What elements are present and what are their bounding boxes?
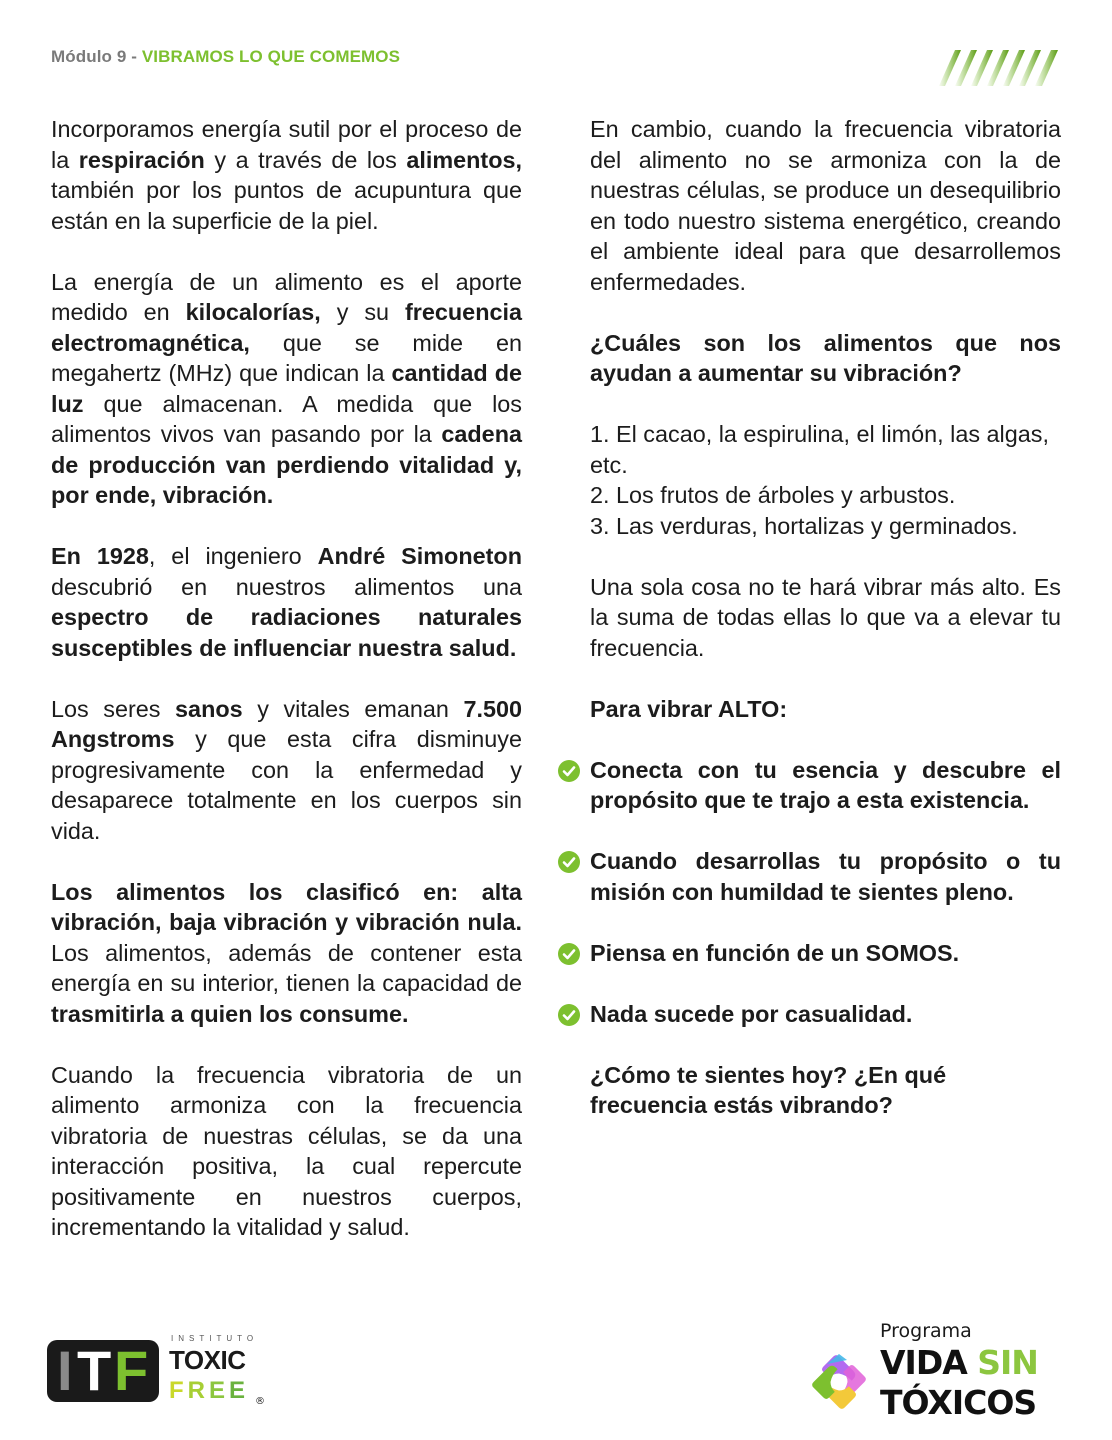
free-letter: E (229, 1377, 250, 1404)
food-list-item: 1. El cacao, la espirulina, el limón, las algas, etc. (590, 421, 1049, 478)
free-label (169, 1378, 249, 1404)
bold-text: cantidad de luz (51, 360, 522, 417)
module-title: VIBRAMOS LO QUE COMEMOS (141, 47, 401, 66)
bold-text: alimentos, (406, 146, 522, 173)
toxicos-label: TÓXICOS (880, 1383, 1037, 1422)
free-letter: E (209, 1377, 230, 1404)
closing-question-text: ¿Cómo te sientes hoy? ¿En qué frecuencia estás vibrando? (590, 1061, 947, 1118)
module-header (51, 46, 400, 68)
left-column (51, 114, 522, 1273)
programa-label: Programa (880, 1320, 972, 1342)
bold-text: respiración (78, 146, 205, 173)
check-circle-icon (558, 1004, 580, 1026)
instituto-label: INSTITUTO (171, 1334, 259, 1343)
vida-sin-toxicos-emblem-icon (807, 1350, 871, 1414)
right-column (590, 114, 1061, 1151)
text: también por los puntos de acupuntura que están en la superficie de la piel. (51, 177, 522, 234)
check-circle-icon (558, 760, 580, 782)
check-list-item (590, 938, 1061, 969)
free-letter: R (187, 1377, 210, 1404)
sin-word: SIN (977, 1343, 1038, 1382)
bold-text: espectro de radiaciones naturales susceptibles de influenciar nuestra salud. (51, 604, 522, 661)
text: que se mide en megahertz (MHz) que indican la (51, 329, 522, 386)
check-item-text: Nada sucede por casualidad. (590, 1000, 913, 1027)
text: Los alimentos, además de contener esta energía en su interior, tienen la capacidad de (51, 939, 522, 996)
heading-text: Para vibrar ALTO: (590, 695, 788, 722)
bold-text: En 1928 (51, 543, 149, 569)
itf-letter-f: F (114, 1340, 149, 1402)
check-item-text: Conecta con tu esencia y descubre el propósito que te trajo a esta existencia. (590, 756, 1061, 813)
foods-question (590, 328, 1061, 389)
check-circle-icon (558, 851, 580, 873)
text: Los seres (51, 695, 176, 722)
registered-mark: ® (255, 1396, 265, 1407)
paragraph-sum: Una sola cosa no te hará vibrar más alto. Es la suma de todas ellas lo que va a elevar tu frecuencia. (590, 573, 1061, 661)
paragraph-energy (51, 267, 522, 511)
text: descubrió en nuestros alimentos una (51, 573, 522, 600)
free-letter: F (169, 1377, 188, 1404)
check-item-text: Piensa en función de un SOMOS. (590, 939, 960, 966)
para-vibrar-heading (590, 694, 1061, 725)
check-circle-icon (558, 943, 580, 965)
paragraph-harmony (51, 1060, 522, 1243)
itf-toxic-free-logo (47, 1334, 277, 1420)
decorative-stripes-icon (925, 48, 1065, 88)
paragraph-respiration (51, 114, 522, 236)
text: La energía de un alimento es el aporte medido en (51, 268, 522, 325)
food-list-item: 2. Los frutos de árboles y arbustos. (590, 482, 956, 508)
closing-question (590, 1060, 1061, 1121)
text: y a través de los (204, 146, 407, 173)
vida-sin-toxicos-logo (805, 1320, 1080, 1430)
vida-word: VIDA (880, 1343, 967, 1382)
check-list-item (590, 755, 1061, 816)
itf-letter-i: I (57, 1340, 73, 1402)
text: , el ingeniero (148, 543, 318, 569)
check-item-text: Cuando desarrollas tu propósito o tu misión con humildad te sientes pleno. (590, 848, 1061, 905)
bold-text: cadena de producción van perdiendo vitalidad y, por ende, vibración. (51, 421, 522, 508)
bold-text: 7.500 Angstroms (51, 695, 522, 752)
itf-letter-t: T (77, 1340, 112, 1402)
check-list-item (590, 999, 1061, 1030)
check-list-item (590, 846, 1061, 907)
text: y que esta cifra disminuye progresivamente con la enfermedad y desaparece totalmente en los cuerpos sin vida. (51, 726, 522, 844)
bold-text: kilocalorías, (185, 299, 321, 325)
text: Incorporamos energía sutil por el proceso de la (51, 116, 522, 173)
vida-sin-label (880, 1344, 1038, 1382)
paragraph-angstroms (51, 694, 522, 847)
paragraph-classification (51, 877, 522, 1030)
question-heading: ¿Cuáles son los alimentos que nos ayudan a aumentar su vibración? (590, 329, 1061, 386)
text: y su (320, 299, 405, 325)
text: que almacenan. A medida que los alimentos vivos van pasando por la (51, 390, 522, 447)
food-list (590, 419, 1061, 541)
text: Cuando la frecuencia vibratoria de un alimento armoniza con la frecuencia vibratoria de nuestras células, se da una interacción positiva, la cual repercute positivamente en nuestros cuerpos, incrementando la vitalidad y salud. (51, 1061, 522, 1240)
text: y vitales emanan (242, 695, 464, 722)
food-list-item: 3. Las verduras, hortalizas y germinados. (590, 512, 1018, 539)
paragraph-imbalance: En cambio, cuando la frecuencia vibratoria del alimento no se armoniza con la de nuestras células, se produce un desequilibrio en todo nuestro sistema energético, creando el ambiente ideal para que desarrollemos enfermedades. (590, 116, 1061, 295)
module-number: Módulo 9 - (51, 47, 142, 66)
bold-text: André Simoneton (317, 543, 522, 569)
paragraph-simoneton (51, 541, 522, 663)
bold-text: frecuencia electromagnética, (51, 299, 522, 356)
toxic-label: TOXIC (169, 1345, 246, 1375)
bold-text: trasmitirla a quien los consume. (51, 1000, 409, 1027)
itf-logo-box (47, 1340, 159, 1402)
bold-text: sanos (175, 695, 243, 722)
bold-text: Los alimentos los clasificó en: alta vibración, baja vibración y vibración nula. (51, 878, 522, 935)
